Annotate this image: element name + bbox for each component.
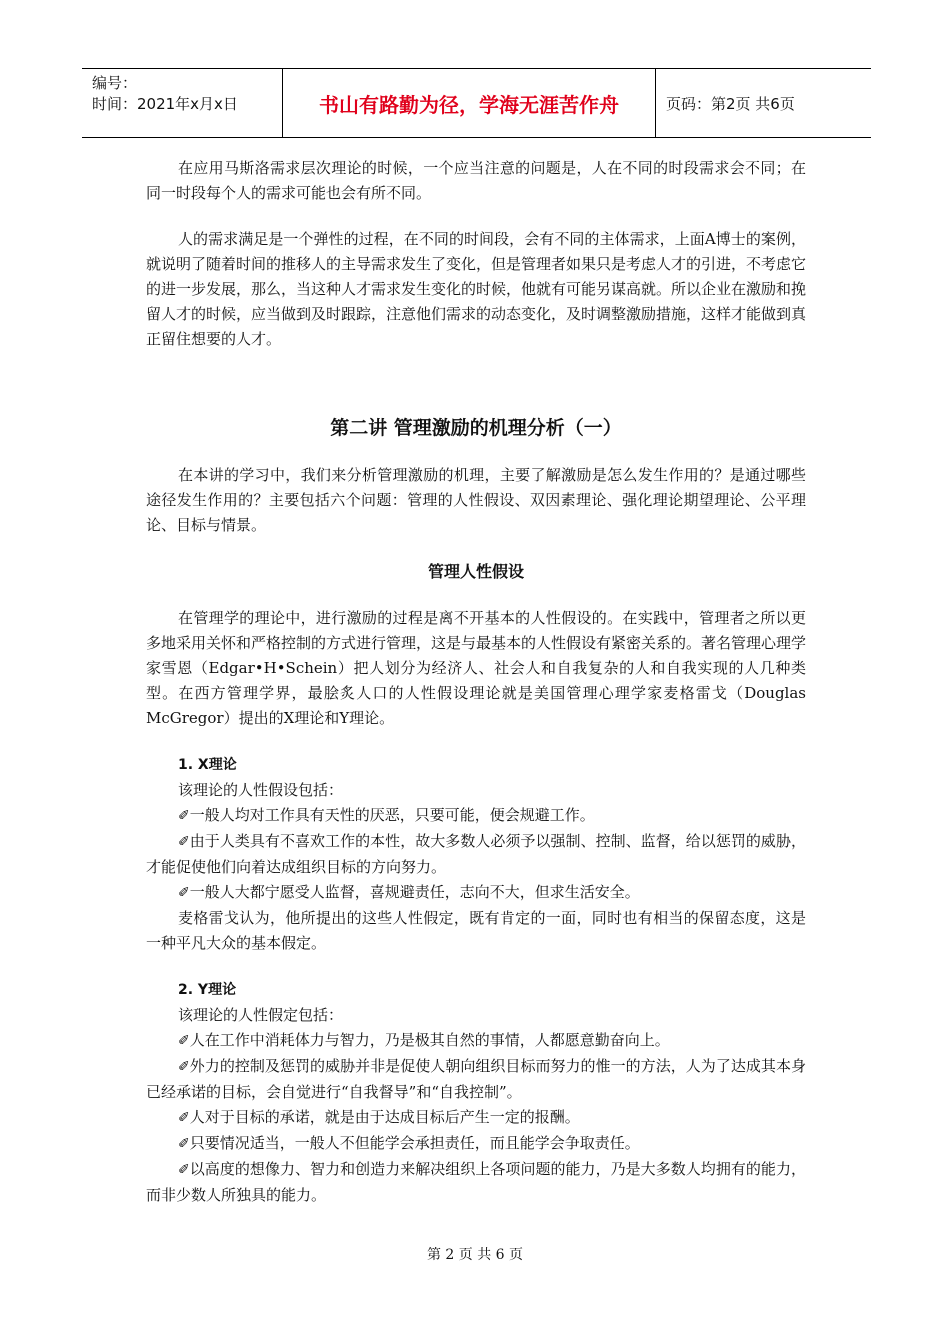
- intro-paragraph-2: 人的需求满足是一个弹性的过程，在不同的时间段，会有不同的主体需求，上面A博士的案例，就说明了随着时间的推移人的主导需求发生了变化，但是管理者如果只是考虑人才的引进，不考虑它的进一步发展，那么，当这种人才需求发生变化的时候，他就有可能另谋高就。所以企业在激励和挽留人才的时候，应当做到及时跟踪，注意他们需求的动态变化，及时调整激励措施，这样才能做到真正留住想要的人才。: [146, 230, 807, 348]
- document-body: [146, 156, 806, 1208]
- theory-y-bullet: ✐ 人对于目标的承诺，就是由于达成目标后产生一定的报酬。: [146, 1105, 806, 1131]
- header-page-info: 页码：第2页 共6页: [666, 94, 795, 113]
- theory-x-lead: 该理论的人性假设包括：: [178, 781, 344, 799]
- section-body: 在管理学的理论中，进行激励的过程是离不开基本的人性假设的。在实践中，管理者之所以更多地采用关怀和严格控制的方式进行管理，这是与最基本的人性假设有紧密关系的。著名管理心理学家雪恩（Edgar•H•Schein）把人划分为经济人、社会人和自我复杂的人和自我实现的人几种类型。在西方管理学界，最脍炙人口的人性假设理论就是美国管理心理学家麦格雷戈（Douglas McGregor）提出的X理论和Y理论。: [146, 609, 807, 727]
- theory-x-conclusion: 麦格雷戈认为，他所提出的这些人性假定，既有肯定的一面，同时也有相当的保留态度，这是一种平凡大众的基本假定。: [146, 909, 806, 952]
- pencil-bullet-icon: [178, 1160, 190, 1178]
- section-title: 管理人性假设: [427, 562, 524, 581]
- pencil-bullet-icon: [178, 883, 190, 901]
- theory-y-bullet: ✐ 以高度的想像力、智力和创造力来解决组织上各项问题的能力，乃是大多数人均拥有的能力，而非少数人所独具的能力。: [146, 1157, 806, 1208]
- number-label: 编号：: [92, 74, 138, 92]
- theory-x-title: 1. X理论: [178, 757, 237, 773]
- intro-paragraph-1: 在应用马斯洛需求层次理论的时候，一个应当注意的问题是，人在不同的时段需求会不同；在同一时段每个人的需求可能也会有所不同。: [146, 159, 806, 202]
- pencil-bullet-icon: [178, 1031, 190, 1049]
- pencil-bullet-icon: [178, 832, 190, 850]
- date-label: 时间：2021年x月x日: [92, 95, 238, 113]
- theory-x-bullet: ✐ 一般人均对工作具有天性的厌恶，只要可能，便会规避工作。: [146, 803, 806, 829]
- lecture-title: 第二讲 管理激励的机理分析（一）: [330, 417, 622, 439]
- theory-x-bullet: ✐ 由于人类具有不喜欢工作的本性，故大多数人必须予以强制、控制、监督，给以惩罚的威胁，才能促使他们向着达成组织目标的方向努力。: [146, 829, 806, 880]
- theory-y-bullet: ✐ 人在工作中消耗体力与智力，乃是极其自然的事情，人都愿意勤奋向上。: [146, 1028, 806, 1054]
- header-motto: 书山有路勤为径，学海无涯苦作舟: [282, 69, 656, 137]
- theory-y-title: 2. Y理论: [178, 982, 237, 998]
- lecture-intro: 在本讲的学习中，我们来分析管理激励的机理，主要了解激励是怎么发生作用的？是通过哪些途径发生作用的？主要包括六个问题：管理的人性假设、双因素理论、强化理论期望理论、公平理论、目标与情景。: [146, 466, 806, 534]
- theory-y-lead: 该理论的人性假定包括：: [178, 1006, 344, 1024]
- theory-y-bullet: ✐ 外力的控制及惩罚的威胁并非是促使人朝向组织目标而努力的惟一的方法，人为了达成其本身已经承诺的目标，会自觉进行“自我督导”和“自我控制”。: [146, 1054, 806, 1105]
- page-header: [82, 68, 871, 138]
- pencil-bullet-icon: [178, 1108, 190, 1126]
- pencil-bullet-icon: [178, 1057, 190, 1075]
- pencil-bullet-icon: [178, 1134, 190, 1152]
- header-meta: [82, 69, 282, 137]
- pencil-bullet-icon: [178, 806, 190, 824]
- theory-x-bullet: ✐ 一般人大都宁愿受人监督，喜规避责任，志向不大，但求生活安全。: [146, 880, 806, 906]
- theory-y-bullet: ✐ 只要情况适当，一般人不但能学会承担责任，而且能学会争取责任。: [146, 1131, 806, 1157]
- page-footer: 第 2 页 共 6 页: [426, 1247, 524, 1263]
